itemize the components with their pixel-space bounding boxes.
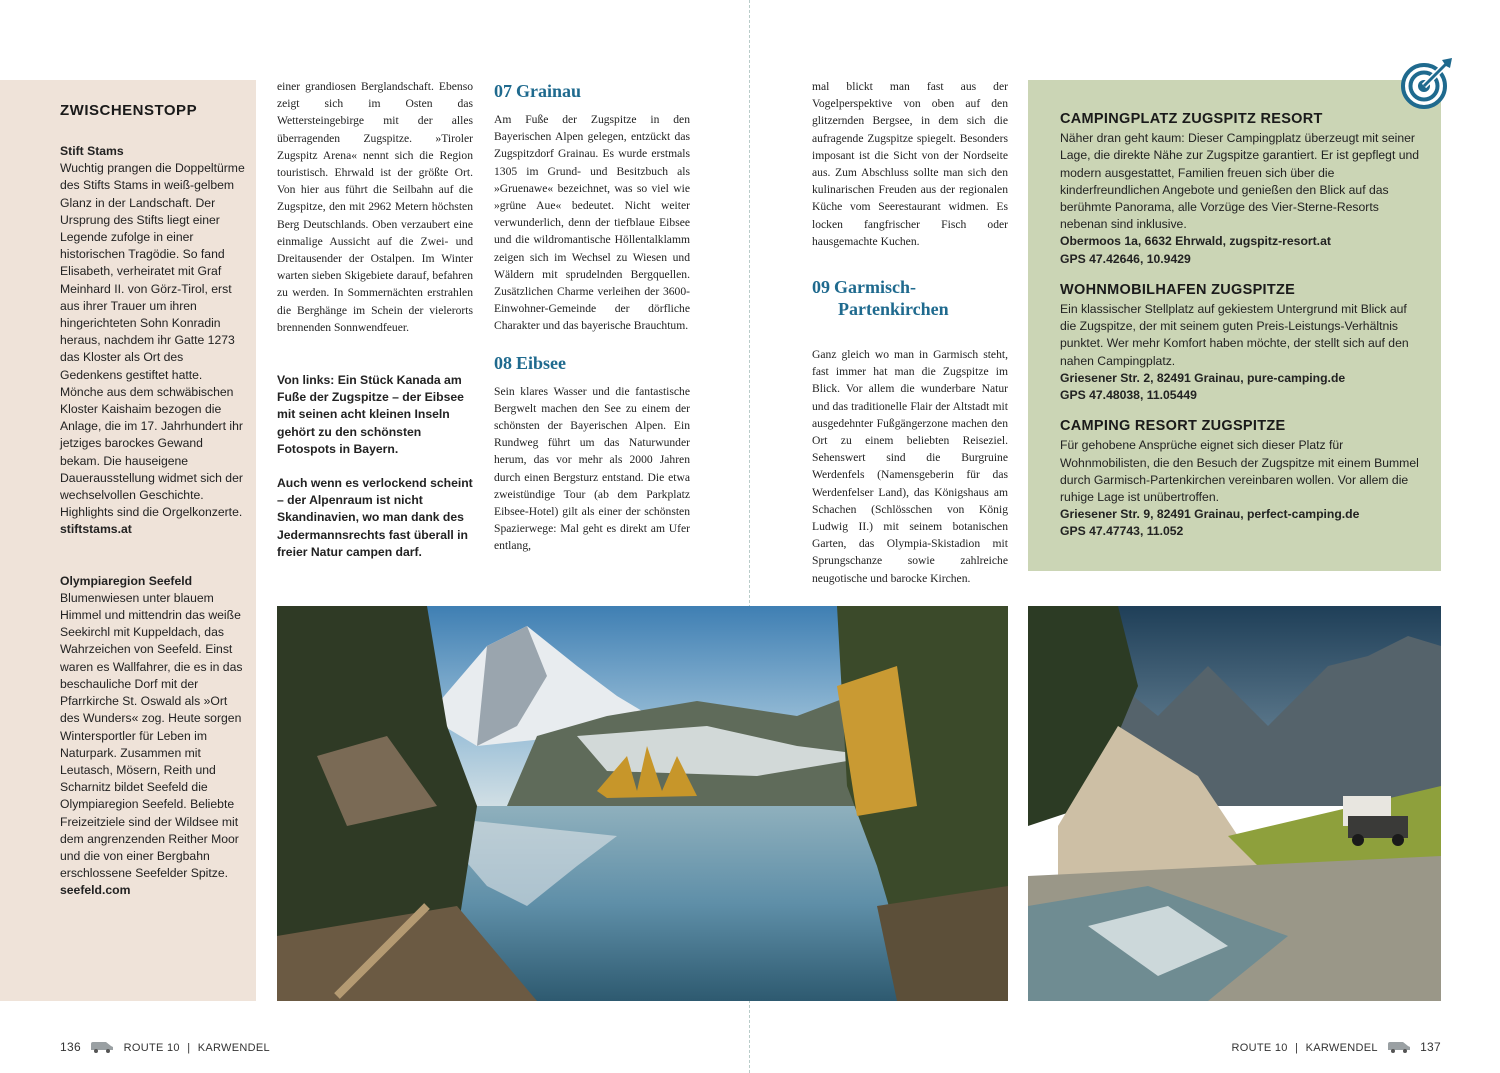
campsite-gps: GPS 47.42646, 10.9429 bbox=[1060, 251, 1191, 266]
section-title-line2: Partenkirchen bbox=[838, 299, 949, 320]
zwischenstopp-content bbox=[60, 102, 245, 900]
column-1 bbox=[277, 78, 473, 561]
page-number: 136 bbox=[60, 1040, 81, 1054]
eibsee-lake-photo bbox=[277, 606, 1008, 1001]
section-title-line1: Garmisch- bbox=[834, 277, 916, 298]
campsite-entry bbox=[1060, 418, 1425, 540]
stop-link[interactable]: seefeld.com bbox=[60, 883, 131, 898]
campsite-name: CAMPING RESORT ZUGSPITZE bbox=[1060, 418, 1286, 435]
campsite-name: CAMPINGPLATZ ZUGSPITZ RESORT bbox=[1060, 111, 1323, 127]
footer-separator: | bbox=[187, 1042, 191, 1054]
campsite-gps: GPS 47.48038, 11.05449 bbox=[1060, 388, 1197, 403]
column-3 bbox=[812, 78, 1008, 587]
camper-van-icon bbox=[90, 1041, 114, 1053]
region-label: KARWENDEL bbox=[197, 1042, 270, 1054]
body-text: einer grandiosen Berglandschaft. Ebenso zeigt sich im Osten das Wettersteingebirge mit der alles überragenden Zugspitze. »Tiroler Zugspitz Arena« nennt sich die Region touristisch. Ehrwald ist der größte Ort. Von hier aus führt die Seilbahn auf die Zugspitze, den mit 2962 Metern höchsten Berg Deutschlands. Oben verzaubert eine einmalige Aussicht auf die Zwei- und Dreitausender der Ostalpen. Im Winter warten sieben Skigebiete darauf, befahren zu werden. In Sommernächten erstrahlen die Berghänge im Schein der vielerorts brennenden Sonnwendfeuer. bbox=[277, 80, 473, 334]
section-heading-eibsee bbox=[494, 352, 690, 374]
section-title: Grainau bbox=[516, 81, 582, 101]
campsite-text: Näher dran geht kaum: Dieser Campingplatz überzeugt mit seiner Lage, die direkte Nähe zur Zugspitze garantiert. Er ist gepflegt und modern ausgestattet, Familien freuen sich über die kinderfreundlichen Angebote und genießen den Blick auf das berühmte Panorama, alle Vorzüge des Vier-Sterne-Resorts nebenan sind inklusive. bbox=[1060, 131, 1420, 232]
stop-text: Wuchtig prangen die Doppeltürme des Stifts Stams in weiß-gelbem Glanz in der Landschaft. Der Ursprung des Stifts liegt einer Legende zufolge in einer historischen Tragödie. So fand Elisabeth, verheiratet mit Graf Meinhard II. von Görz-Tirol, erst aus ihrer Trauer um ihren hingerichteten Sohn Konradin heraus, nachdem ihr Gatte 1273 das Kloster als Ort des Gedenkens gestiftet hatte. Mönche aus dem schwäbischen Kloster Kaishaim bezogen die Anlage, die im 17. Jahrhundert ihr jetziges barockes Gewand bekam. Die hauseigene Dauerausstellung widmet sich der wechselvollen Geschichte. Highlights sind die Orgelkonzerte. bbox=[60, 161, 245, 520]
stop-link[interactable]: stiftstams.at bbox=[60, 522, 132, 537]
sidebar-title: ZWISCHENSTOPP bbox=[60, 102, 198, 119]
stop-heading: Olympiaregion Seefeld bbox=[60, 573, 193, 588]
campsite-gps: GPS 47.47743, 11.052 bbox=[1060, 524, 1184, 539]
column-2 bbox=[494, 80, 690, 555]
section-heading-garmisch bbox=[812, 276, 1008, 320]
photo-caption: Von links: Ein Stück Kanada am Fuße der Zugspitze – der Eibsee mit seinen acht kleinen Inseln gehört zu den schönsten Fotospots in Bayern. bbox=[277, 373, 464, 456]
body-text: Sein klares Wasser und die fantastische Bergwelt machen den See zu einem der schönsten der Bayerischen Alpen. Ein Rundweg führt um das Naturwunder herum, das vor mehr als 2000 Jahren durch einen Bergsturz entstand. Die etwa zweistündige Tour (ab dem Parkplatz Eibsee-Hotel) gilt als einer der schönsten Spazierwege: Mal geht es direkt am Ufer entlang, bbox=[494, 384, 690, 553]
stop-seefeld bbox=[60, 573, 245, 900]
campsite-text: Ein klassischer Stellplatz auf gekiestem Untergrund mit Blick auf die Zugspitze, der mit seinem guten Preis-Leistungs-Verhältnis punktet. Wer mehr Komfort haben möchte, der stellt sich auf den nahen Campingplatz. bbox=[1060, 302, 1409, 368]
footer-left bbox=[60, 1040, 270, 1054]
stop-stift-stams bbox=[60, 143, 245, 539]
body-text: Ganz gleich wo man in Garmisch steht, fast immer hat man die Zugspitze im Blick. Vor allem die wunderbare Natur und das traditionelle Flair der Altstadt mit ausgedehnter Fußgängerzone machen den Ort zu einem beliebten Reiseziel. Sehenswert sind die Burgruine Werdenfels (Namensgeberin für das Werdenfelser Land), das Königshaus am Schachen (Schlösschen von König Ludwig II.) mit seinem botanischen Garten, das Olympia-Skistadion mit Sprungschanze sowie zahlreiche neugotische und barocke Kirchen. bbox=[812, 348, 1008, 585]
target-icon bbox=[1400, 56, 1456, 112]
campsite-list bbox=[1060, 111, 1425, 541]
section-number: 09 bbox=[812, 277, 830, 298]
footer-separator: | bbox=[1295, 1042, 1299, 1054]
region-label: KARWENDEL bbox=[1305, 1042, 1378, 1054]
camper-van-icon bbox=[1387, 1041, 1411, 1053]
campsite-entry bbox=[1060, 282, 1425, 404]
campsite-entry bbox=[1060, 111, 1425, 268]
footer-right bbox=[1231, 1040, 1441, 1054]
body-text: mal blickt man fast aus der Vogelperspektive von oben auf den glitzernden Bergsee, in dem sich die aufragende Zugspitze spiegelt. Besonders imposant ist die Sicht von der Nordseite aus. Zum Abschluss sollte man sich den kulinarischen Freuden aus der regionalen Küche vom Seerestaurant widmen. Es locken fangfrischer Fisch oder hausgemachte Kuchen. bbox=[812, 80, 1008, 248]
photo-caption-note: Auch wenn es verlockend scheint – der Alpenraum ist nicht Skandinavien, wo man dank des Jedermannsrechts fast überall in freier Natur campen darf. bbox=[277, 476, 473, 559]
body-text: Am Fuße der Zugspitze in den Bayerischen Alpen gelegen, entzückt das Zugspitzdorf Grainau. Es wurde erstmals 1305 im Grund- und Besitzbuch als »Gruenawe« bezeichnet, was so viel wie »grüne Aue« bedeutet. Nicht weiter verwunderlich, denn der tiefblaue Eibsee und die wildromantische Höllentalklamm zeigen sich im Wechsel zu Wiesen und Wäldern mit sprudelnden Bergquellen. Zusätzlichen Charme verleihen der 3600-Einwohner-Gemeinde der dörfliche Charakter und das bayerische Brauchtum. bbox=[494, 113, 690, 333]
stop-heading: Stift Stams bbox=[60, 144, 124, 158]
section-title: Eibsee bbox=[516, 352, 567, 373]
campsite-text: Für gehobene Ansprüche eignet sich dieser Platz für Wohnmobilisten, die den Besuch der Zugspitze mit einem Bummel durch Garmisch-Partenkirchen vereinbaren wollen. Vor allem die ruhige Lage ist unübertroffen. bbox=[1060, 438, 1419, 505]
campsite-address: Griesener Str. 9, 82491 Grainau, perfect-camping.de bbox=[1060, 507, 1360, 522]
page-number: 137 bbox=[1420, 1040, 1441, 1054]
campsite-name: WOHNMOBILHAFEN ZUGSPITZE bbox=[1060, 281, 1296, 298]
stop-text: Blumenwiesen unter blauem Himmel und mittendrin das weiße Seekirchl mit Kuppeldach, das Wahrzeichen von Seefeld. Einst waren es Wallfahrer, die es in das beschauliche Dorf mit der Pfarrkirche St. Oswald als »Ort des Wunders« zog. Heute sorgen Wintersportler für Leben im Naturpark. Zusammen mit Leutasch, Mösern, Reith und Scharnitz bildet Seefeld die Olympiaregion Seefeld. Beliebte Freizeitziele sind der Wildsee mit dem angrenzenden Reither Moor und die von einer Bergbahn erschlossene Seefelder Spitze. bbox=[60, 590, 243, 881]
campsite-address: Obermoos 1a, 6632 Ehrwald, zugspitz-resort.at bbox=[1060, 234, 1331, 249]
route-label: ROUTE 10 bbox=[1231, 1042, 1288, 1054]
campsite-address: Griesener Str. 2, 82491 Grainau, pure-camping.de bbox=[1060, 370, 1346, 385]
route-label: ROUTE 10 bbox=[123, 1042, 180, 1054]
camper-river-photo bbox=[1028, 606, 1441, 1001]
section-heading-grainau bbox=[494, 80, 690, 102]
section-number: 07 bbox=[494, 81, 512, 101]
section-number: 08 bbox=[494, 352, 512, 373]
